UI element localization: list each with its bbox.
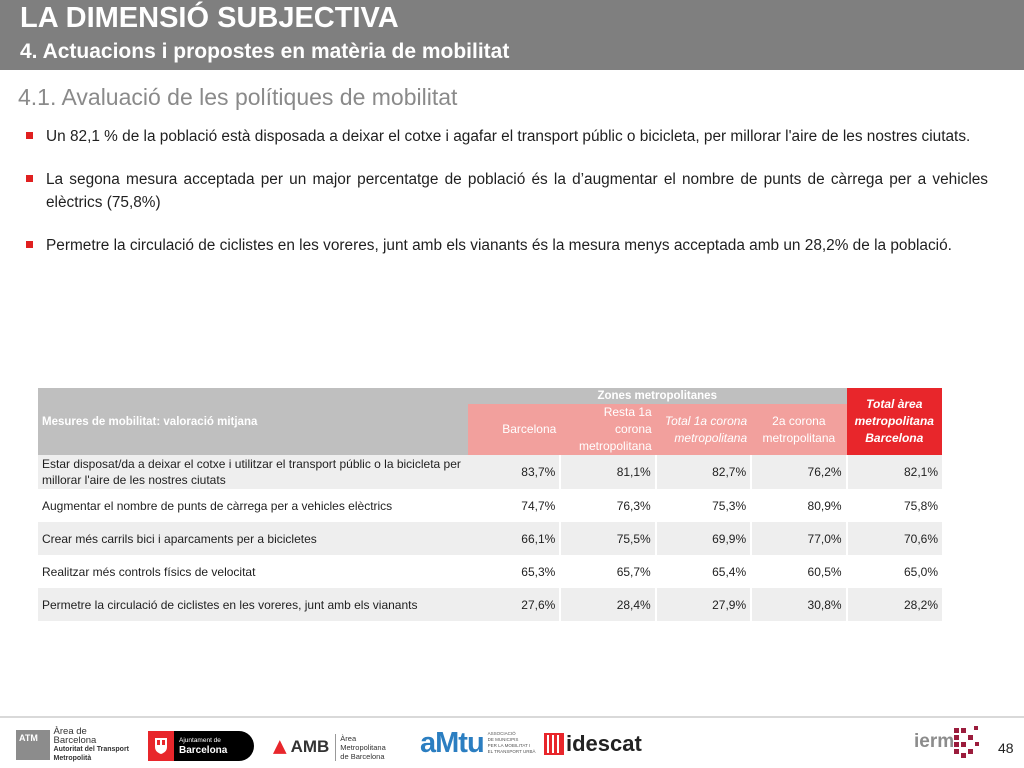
- section-title: 4.1. Avaluació de les polítiques de mobilitat: [18, 84, 458, 110]
- cell-value: 75,5%: [560, 522, 655, 555]
- amtu-line1: ASSOCIACIÓ: [487, 731, 516, 736]
- col-header-2a-corona: 2a corona metropolitana: [751, 404, 846, 455]
- header-title: LA DIMENSIÓ SUBJECTIVA: [20, 2, 399, 34]
- atm-logo: [16, 728, 131, 762]
- amb-arrow-icon: [272, 739, 288, 755]
- cell-value: 30,8%: [751, 588, 846, 621]
- bullet-item: [26, 125, 988, 148]
- cell-value: 75,8%: [847, 489, 942, 522]
- cell-value: 27,6%: [468, 588, 560, 621]
- bullet-item: [26, 168, 988, 214]
- cell-value: 65,3%: [521, 564, 556, 579]
- cell-value: 28,2%: [847, 588, 942, 621]
- zones-header: Zones metropolitanes: [468, 388, 847, 404]
- col-header-barcelona: Barcelona: [468, 404, 560, 455]
- iermb-logo: [914, 724, 984, 760]
- bullet-square-icon: [26, 132, 33, 139]
- header-subtitle: 4. Actuacions i propostes en matèria de mobilitat: [20, 40, 510, 63]
- cell-value: 81,1%: [560, 455, 655, 489]
- row-label: Permetre la circulació de ciclistes en les voreres, junt amb els vianants: [38, 588, 468, 621]
- amb-line1: Àrea Metropolitana: [340, 733, 386, 752]
- cell-value: 75,3%: [656, 489, 751, 522]
- cell-value: 82,7%: [656, 455, 751, 489]
- footer-divider: [0, 716, 1024, 718]
- cell-value: 27,9%: [656, 588, 751, 621]
- cell-value: 60,5%: [751, 555, 846, 588]
- amb-line2: de Barcelona: [340, 751, 385, 761]
- amtu-line4: EL TRANSPORT URBÀ: [487, 749, 536, 754]
- table-row: [38, 522, 942, 555]
- amtu-logo: [420, 724, 538, 762]
- cell-value: 76,3%: [560, 489, 655, 522]
- idescat-text: idescat: [566, 731, 642, 756]
- table-row: [38, 455, 942, 489]
- cell-value: 66,1%: [468, 522, 560, 555]
- cell-value: 82,1%: [847, 455, 942, 489]
- amtu-line3: PER LA MOBILITAT I: [487, 743, 531, 748]
- atm-line2: Autoritat del Transport: [53, 746, 129, 753]
- bullet-item: [26, 234, 988, 257]
- atm-badge-text: ATM: [19, 733, 38, 743]
- amtu-text: aMtu: [420, 726, 484, 759]
- cell-value: 65,0%: [847, 555, 942, 588]
- header-bar: [0, 0, 1024, 70]
- cell-value: 77,0%: [751, 522, 846, 555]
- row-label: Estar disposat/da a deixar el cotxe i utilitzar el transport públic o la bicicleta per millorar l'aire de les nostres ciutats: [38, 455, 468, 489]
- cell-value: 74,7%: [521, 498, 556, 513]
- iermb-pixel-b-icon: [954, 726, 980, 758]
- bullet-square-icon: [26, 241, 33, 248]
- amb-logo: [272, 734, 402, 760]
- table-row: [38, 588, 942, 621]
- bullet-text: Permetre la circulació de ciclistes en les voreres, junt amb els vianants és la mesura menys acceptada amb un 28,2% de la població.: [46, 237, 952, 254]
- row-label: Realitzar més controls físics de velocitat: [42, 564, 256, 579]
- page-number: 48: [998, 740, 1014, 756]
- bullet-list: [26, 125, 988, 277]
- table-row: [38, 489, 942, 522]
- atm-badge-icon: [16, 730, 50, 760]
- ajuntament-line1: Ajuntament de: [179, 737, 221, 744]
- amb-text: AMB: [290, 737, 330, 756]
- col-header-resta-1a-corona: Resta 1a corona metropolitana: [560, 404, 655, 455]
- iermb-text: ierm: [914, 731, 955, 752]
- bullet-text: Un 82,1 % de la població està disposada a deixar el cotxe i agafar el transport públic o bicicleta, per millorar l'aire de les nostres ciutats.: [46, 128, 971, 145]
- atm-line3: Metropolità: [53, 755, 92, 762]
- col-header-total-1a-corona: Total 1a corona metropolitana: [656, 404, 751, 455]
- atm-line1: Àrea de Barcelona: [53, 726, 97, 746]
- cell-value: 65,4%: [656, 555, 751, 588]
- measures-header: Mesures de mobilitat: valoració mitjana: [38, 388, 468, 455]
- total-header: Total àrea metropolitana Barcelona: [847, 388, 942, 455]
- cell-value: 65,7%: [560, 555, 655, 588]
- cell-value: 80,9%: [751, 489, 846, 522]
- mobility-measures-table: [38, 388, 942, 621]
- cell-value: 76,2%: [751, 455, 846, 489]
- ajuntament-barcelona-logo: [148, 731, 254, 761]
- table-row: [38, 555, 942, 588]
- bullet-text: La segona mesura acceptada per un major percentatge de població és la d’augmentar el nombre de punts de càrrega per a vehicles elèctrics (75,8%): [46, 171, 988, 211]
- cell-value: 69,9%: [656, 522, 751, 555]
- row-label: Augmentar el nombre de punts de càrrega per a vehicles elèctrics: [42, 498, 393, 513]
- bullet-square-icon: [26, 175, 33, 182]
- amtu-line2: DE MUNICIPIS: [487, 737, 519, 742]
- idescat-logo: [544, 730, 654, 758]
- cell-value: 83,7%: [468, 455, 560, 489]
- idescat-stripes-icon: [544, 733, 564, 755]
- cell-value: 70,6%: [847, 522, 942, 555]
- row-label: Crear més carrils bici i aparcaments per a bicicletes: [38, 522, 468, 555]
- ajuntament-line2: Barcelona: [179, 745, 228, 756]
- cell-value: 28,4%: [560, 588, 655, 621]
- ajuntament-shield-icon: [148, 731, 174, 761]
